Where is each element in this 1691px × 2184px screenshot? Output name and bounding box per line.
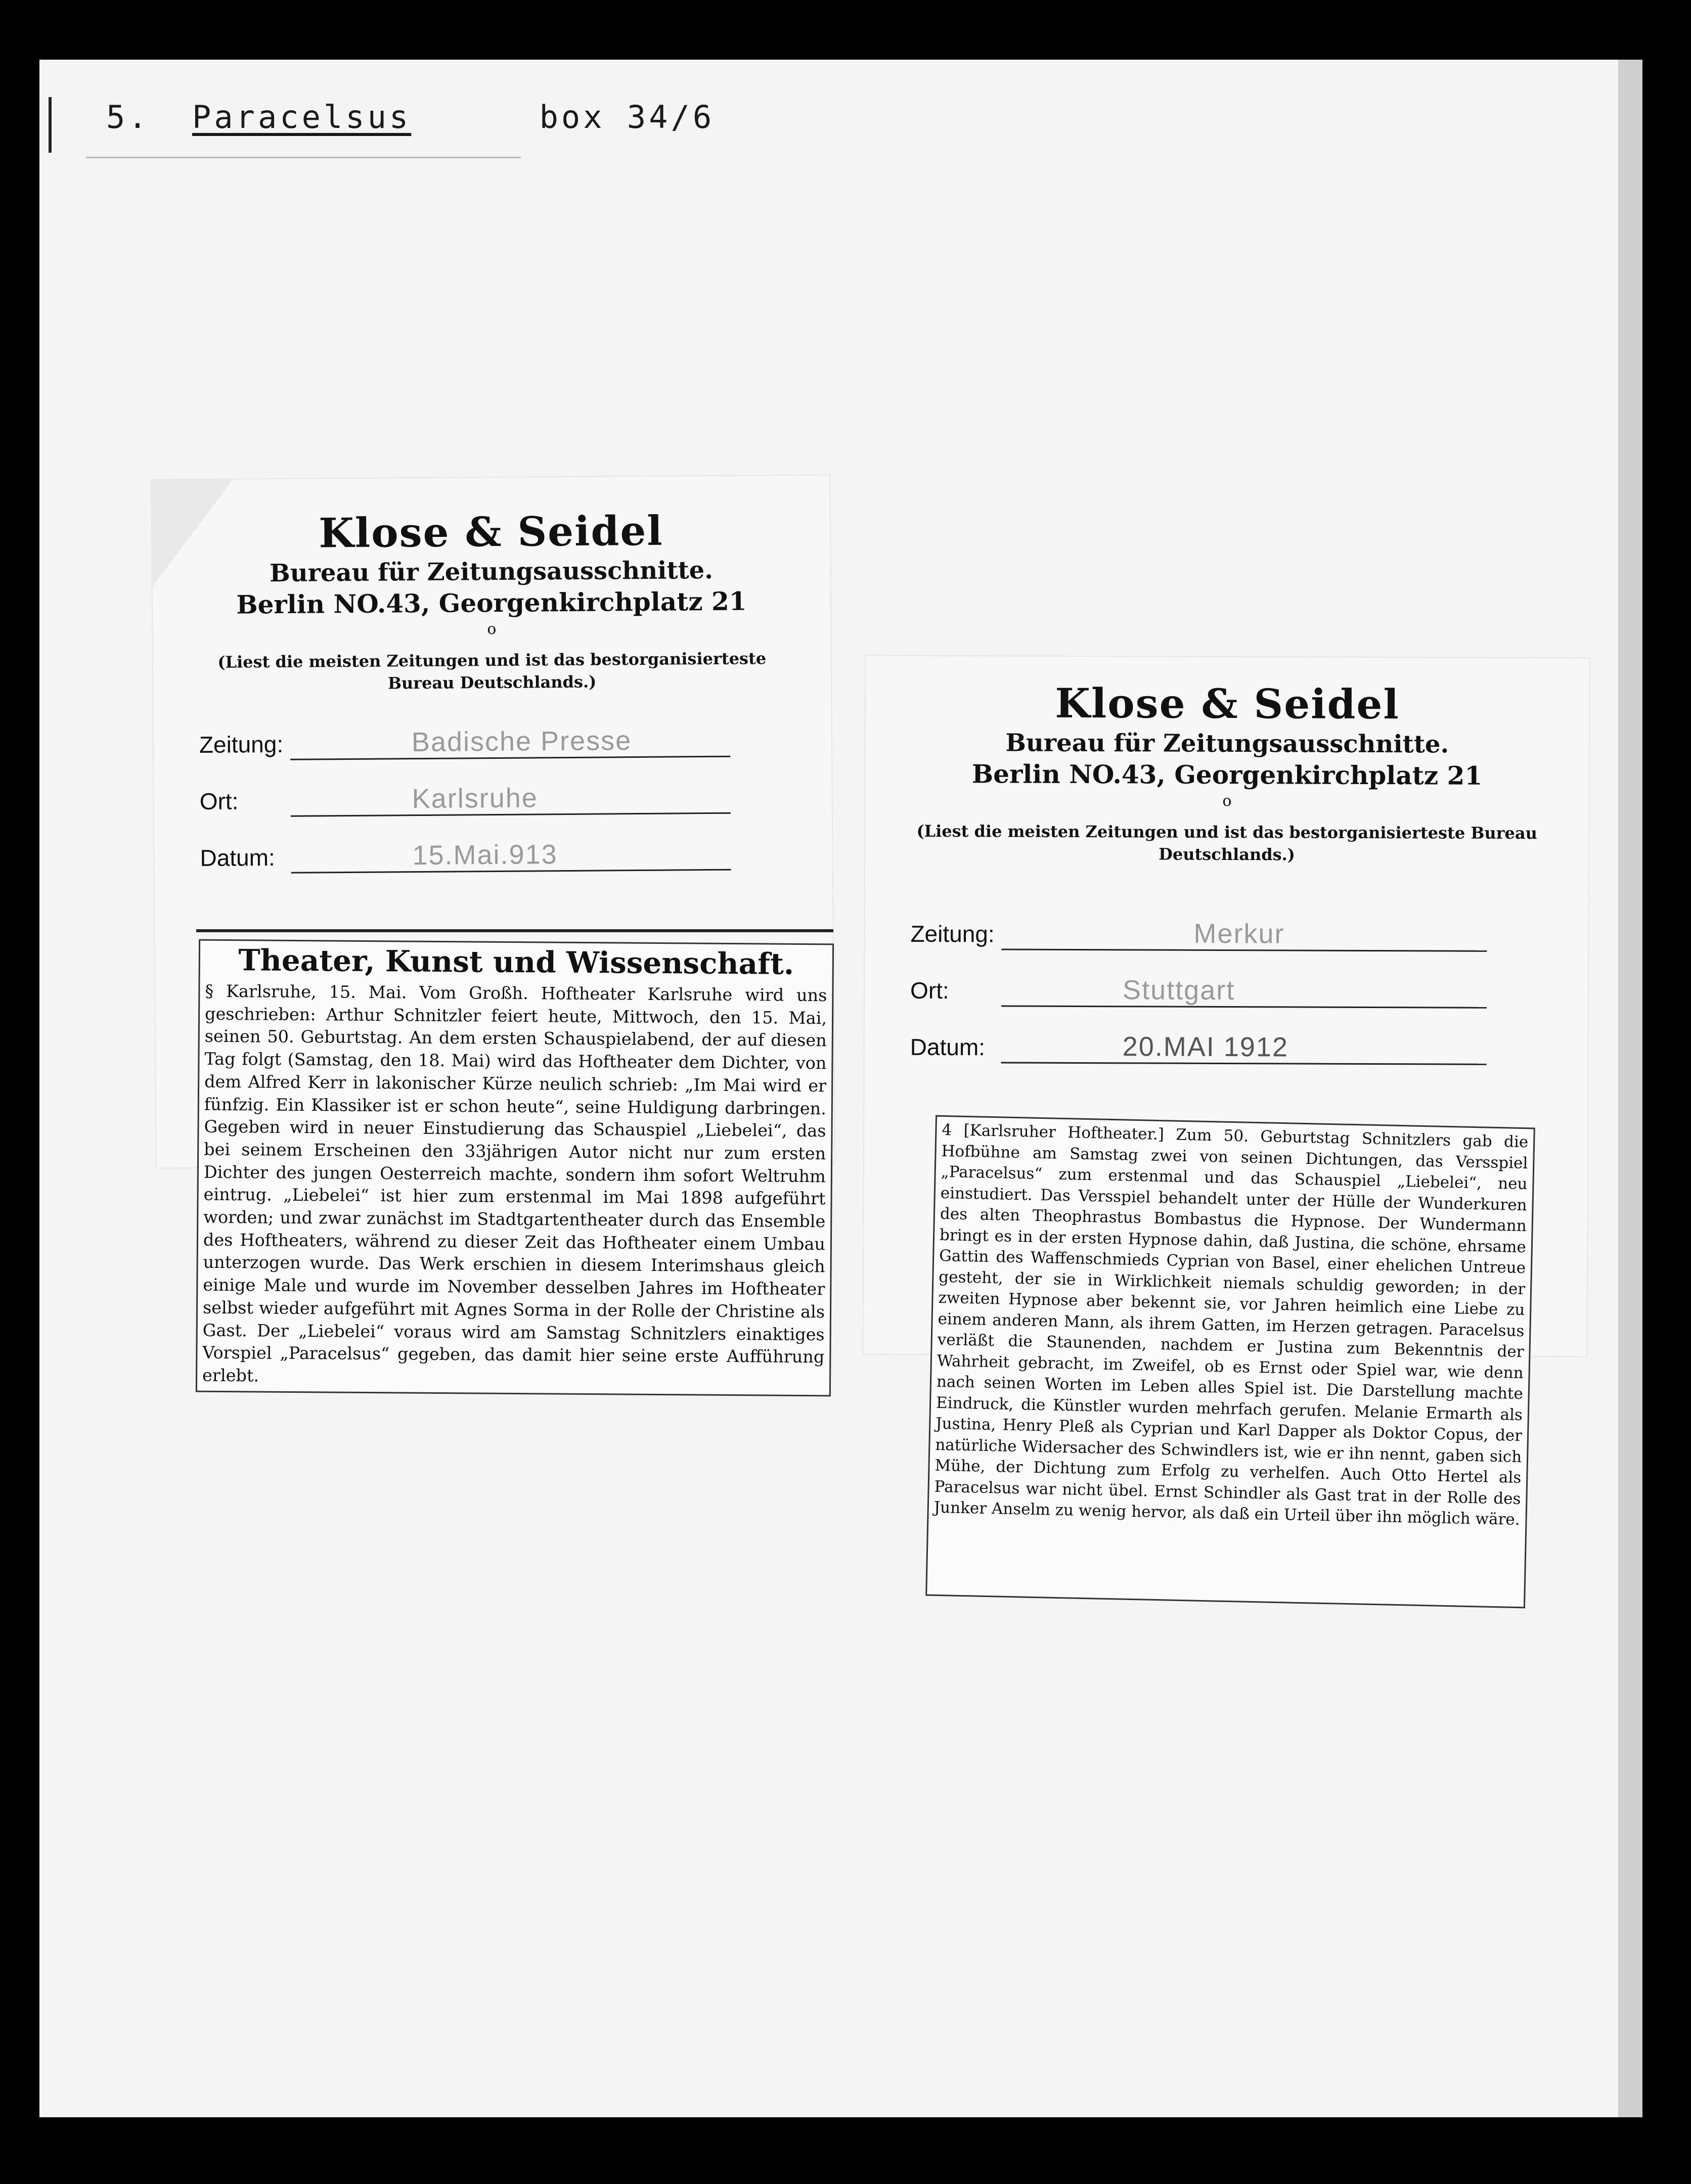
card-note: (Liest die meisten Zeitungen und ist das bestorganisierteste Bureau Deutschlands.) xyxy=(217,649,767,693)
header-rule xyxy=(86,157,521,158)
clipping-text: § Karlsruhe, 15. Mai. Vom Großh. Hoftheater Karlsruhe wird uns geschrieben: Arthur Schnitzler feiert heute, Mittwoch, den 15. Mai, seinen 50. Geburtstag. An dem ersten Schauspielabend, der auf diesen Tag folgt (Samstag, den 18. Mai) wird das Hoftheater dem Dichter, von dem Alfred Kerr in lakonischer Kürze neulich schrieb: „Im Mai wird er fünfzig. Ein Klassiker ist er schon heute“, seine Huldigung darbringen. Gegeben wird in neuer Einstudierung das Schauspiel „Liebelei“, das bei seinem Erscheinen den 33jährigen Autor nicht nur zum ersten Dichter des jungen Oesterreich machte, sondern ihm sofort Weltruhm eintrug. „Liebelei“ ist hier zum erstenmal im Mai 1898 aufgeführt worden; und zwar zunächst im Stadtgartentheater durch das Ensemble des Hoftheaters, während zu dieser Zeit das Hoftheater einem Umbau unterzogen wurde. Das Werk erschien in diesem Interimshaus gleich einige Male und wurde im November desselben Jahres im Hoftheater selbst wieder aufgeführt mit Agnes Sorma in der Rolle der Christine als Gast. Der „Liebelei“ voraus wird am Samstag Schnitzlers einaktiges Vorspiel „Paracelsus“ gegeben, das damit hier seine erste Aufführung erlebt. xyxy=(202,981,827,1386)
header-title: Paracelsus xyxy=(192,99,412,135)
ort-stamp: Stuttgart xyxy=(1123,975,1235,1006)
datum-field xyxy=(910,1033,1542,1066)
card-address: Berlin NO.43, Georgenkirchplatz 21 xyxy=(971,759,1483,791)
newspaper-clipping-2 xyxy=(925,1115,1535,1609)
datum-label: Datum: xyxy=(910,1033,986,1061)
card-address: Berlin NO.43, Georgenkirchplatz 21 xyxy=(236,586,747,620)
ort-stamp: Karlsruhe xyxy=(412,783,538,814)
zeitung-field xyxy=(199,727,786,761)
datum-field xyxy=(200,840,786,875)
ort-label: Ort: xyxy=(199,788,239,815)
clipping-heading: Theater, Kunst und Wissenschaft. xyxy=(238,943,794,981)
folded-corner xyxy=(152,480,233,586)
card-brand: Klose & Seidel xyxy=(1055,679,1400,729)
card-separator: o xyxy=(1222,792,1232,810)
ort-label: Ort: xyxy=(910,977,949,1004)
card-bureau: Bureau für Zeitungsausschnitte. xyxy=(1005,729,1449,759)
sheet-edge-shadow xyxy=(1618,60,1642,2117)
zeitung-stamp: Badische Presse xyxy=(411,725,632,758)
header-number: 5. xyxy=(106,99,150,135)
folder-header xyxy=(106,99,715,135)
ort-field xyxy=(200,784,786,818)
zeitung-label: Zeitung: xyxy=(199,731,284,758)
datum-label: Datum: xyxy=(200,844,275,872)
clipping-text: 4 [Karlsruher Hoftheater.] Zum 50. Geburtstag Schnitzlers gab die Hofbühne am Samstag zwei von seinen Dichtungen, das Versspiel „Paracelsus“ zum erstenmal und das Schauspiel „Liebelei“, neu einstudiert. Das Versspiel behandelt unter der Hülle der Wunderkuren des alten Theophrastus Bombastus die Hypnose. Der Wundermann bringt es in der ersten Hypnose dahin, daß Justina, die schöne, ehrsame Gattin des Waffenschmieds Cyprian von Basel, einer ehelichen Untreue gesteht, der sie in Wirklichkeit niemals schuldig geworden; in der zweiten Hypnose aber bekennt sie, vor Jahren heimlich eine Liebe zu einem anderen Mann, als ihrem Gatten, im Herzen getragen. Paracelsus verläßt die Staunenden, nachdem er Justina zum Bekenntnis der Wahrheit gebracht, im Zweifel, ob es Ernst oder Spiel war, wie denn nach seinen Worten im Leben alles Spiel ist. Die Darstellung machte Eindruck, die Künstler wurden mehrfach gerufen. Melanie Ermarth als Justina, Henry Pleß als Cyprian und Karl Dapper als Doktor Copus, der natürliche Widersacher des Schwindlers ist, wie er ihn nennt, gaben sich Mühe, der Dichtung zum Erfolg zu verhelfen. Auch Otto Hertel als Paracelsus war nicht übel. Ernst Schindler als Gast trat in der Rolle des Junker Anselm zu wenig hervor, als daß ein Urteil über ihn möglich wäre. xyxy=(933,1120,1529,1529)
zeitung-label: Zeitung: xyxy=(910,920,995,947)
newspaper-clipping-1 xyxy=(196,939,834,1397)
corner-mark xyxy=(49,97,52,153)
zeitung-stamp: Merkur xyxy=(1193,918,1285,949)
datum-stamp: 20.MAI 1912 xyxy=(1122,1031,1289,1063)
header-box: box 34/6 xyxy=(539,99,715,135)
clipping-top-rule xyxy=(196,929,833,932)
datum-stamp: 15.Mai.913 xyxy=(412,839,558,871)
zeitung-field xyxy=(910,920,1542,952)
ort-line xyxy=(1001,1005,1487,1008)
card-separator: o xyxy=(487,620,497,639)
card-bureau: Bureau für Zeitungsausschnitte. xyxy=(269,556,714,588)
ort-field xyxy=(910,977,1542,1009)
card-brand: Klose & Seidel xyxy=(318,507,664,557)
card-note: (Liest die meisten Zeitungen und ist das bestorganisierteste Bureau Deutschlands.) xyxy=(916,821,1537,864)
